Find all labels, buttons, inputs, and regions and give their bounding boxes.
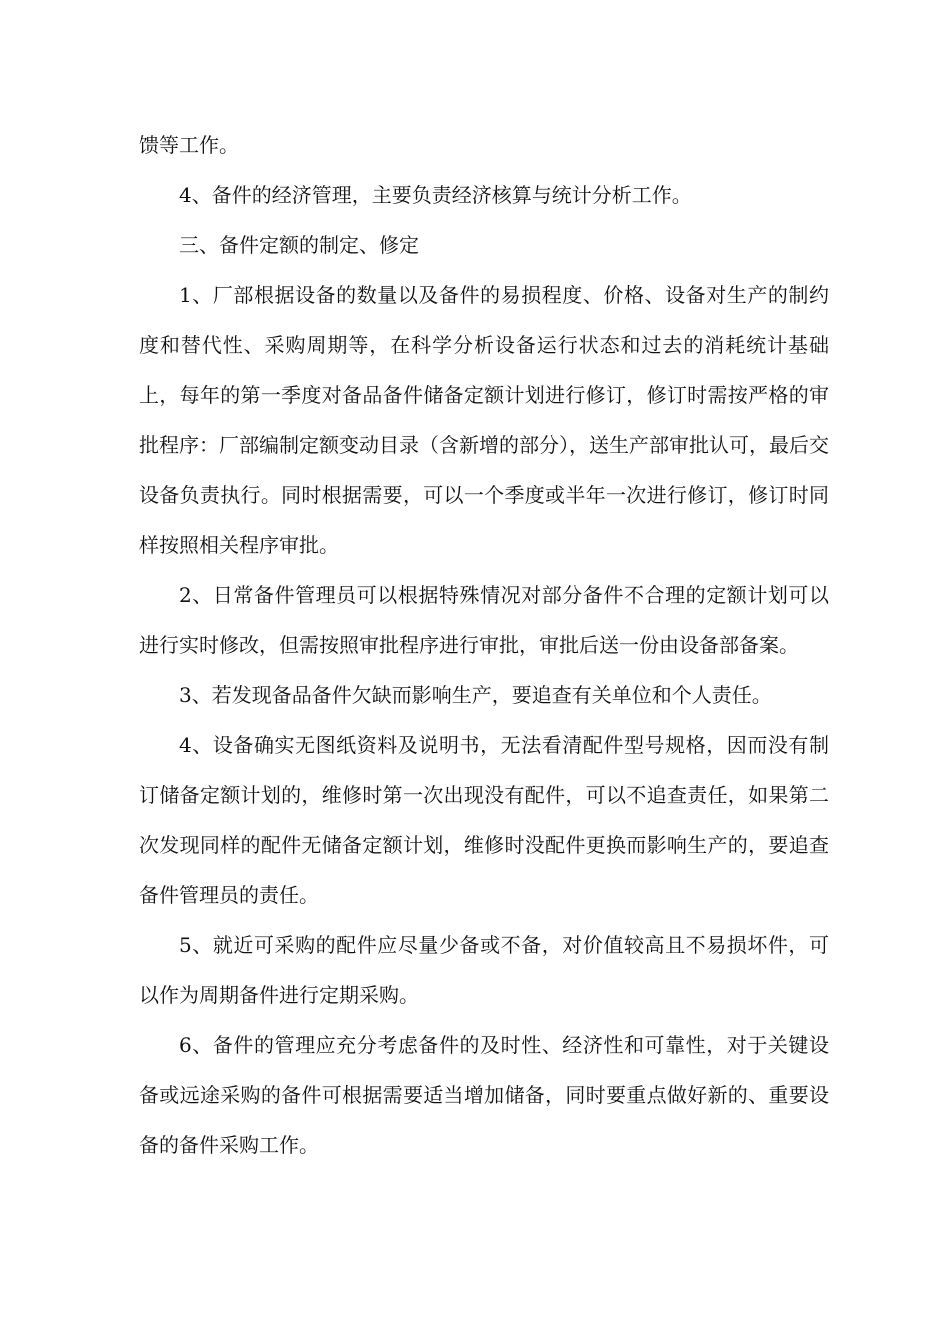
paragraph-continuation: 馈等工作。 <box>139 133 239 157</box>
paragraph-item-4: 4、设备确实无图纸资料及说明书，无法看清配件型号规格，因而没有制订储备定额计划的，维修时第一次出现没有配件，可以不追查责任，如果第二次发现同样的配件无储备定额计划，维修时没配件更换而影响生产的，要追查备件管理员的责任。 <box>139 733 829 907</box>
document-body <box>139 120 829 1170</box>
paragraph-item-6: 6、备件的管理应充分考虑备件的及时性、经济性和可靠性，对于关键设备或远途采购的备件可根据需要适当增加储备，同时要重点做好新的、重要设备的备件采购工作。 <box>139 1033 829 1157</box>
paragraph-item-4-economic-management: 4、备件的经济管理，主要负责经济核算与统计分析工作。 <box>179 183 692 207</box>
paragraph-item-5: 5、就近可采购的配件应尽量少备或不备，对价值较高且不易损坏件，可以作为周期备件进行定期采购。 <box>139 933 829 1007</box>
section-heading-quota: 三、备件定额的制定、修定 <box>179 233 419 257</box>
paragraph-item-2: 2、日常备件管理员可以根据特殊情况对部分备件不合理的定额计划可以进行实时修改，但需按照审批程序进行审批，审批后送一份由设备部备案。 <box>139 583 829 657</box>
paragraph-item-1: 1、厂部根据设备的数量以及备件的易损程度、价格、设备对生产的制约度和替代性、采购周期等，在科学分析设备运行状态和过去的消耗统计基础上，每年的第一季度对备品备件储备定额计划进行修订，修订时需按严格的审批程序：厂部编制定额变动目录（含新增的部分），送生产部审批认可，最后交设备负责执行。同时根据需要，可以一个季度或半年一次进行修订，修订时同样按照相关程序审批。 <box>139 283 829 557</box>
paragraph-item-3: 3、若发现备品备件欠缺而影响生产，要追查有关单位和个人责任。 <box>179 683 772 707</box>
